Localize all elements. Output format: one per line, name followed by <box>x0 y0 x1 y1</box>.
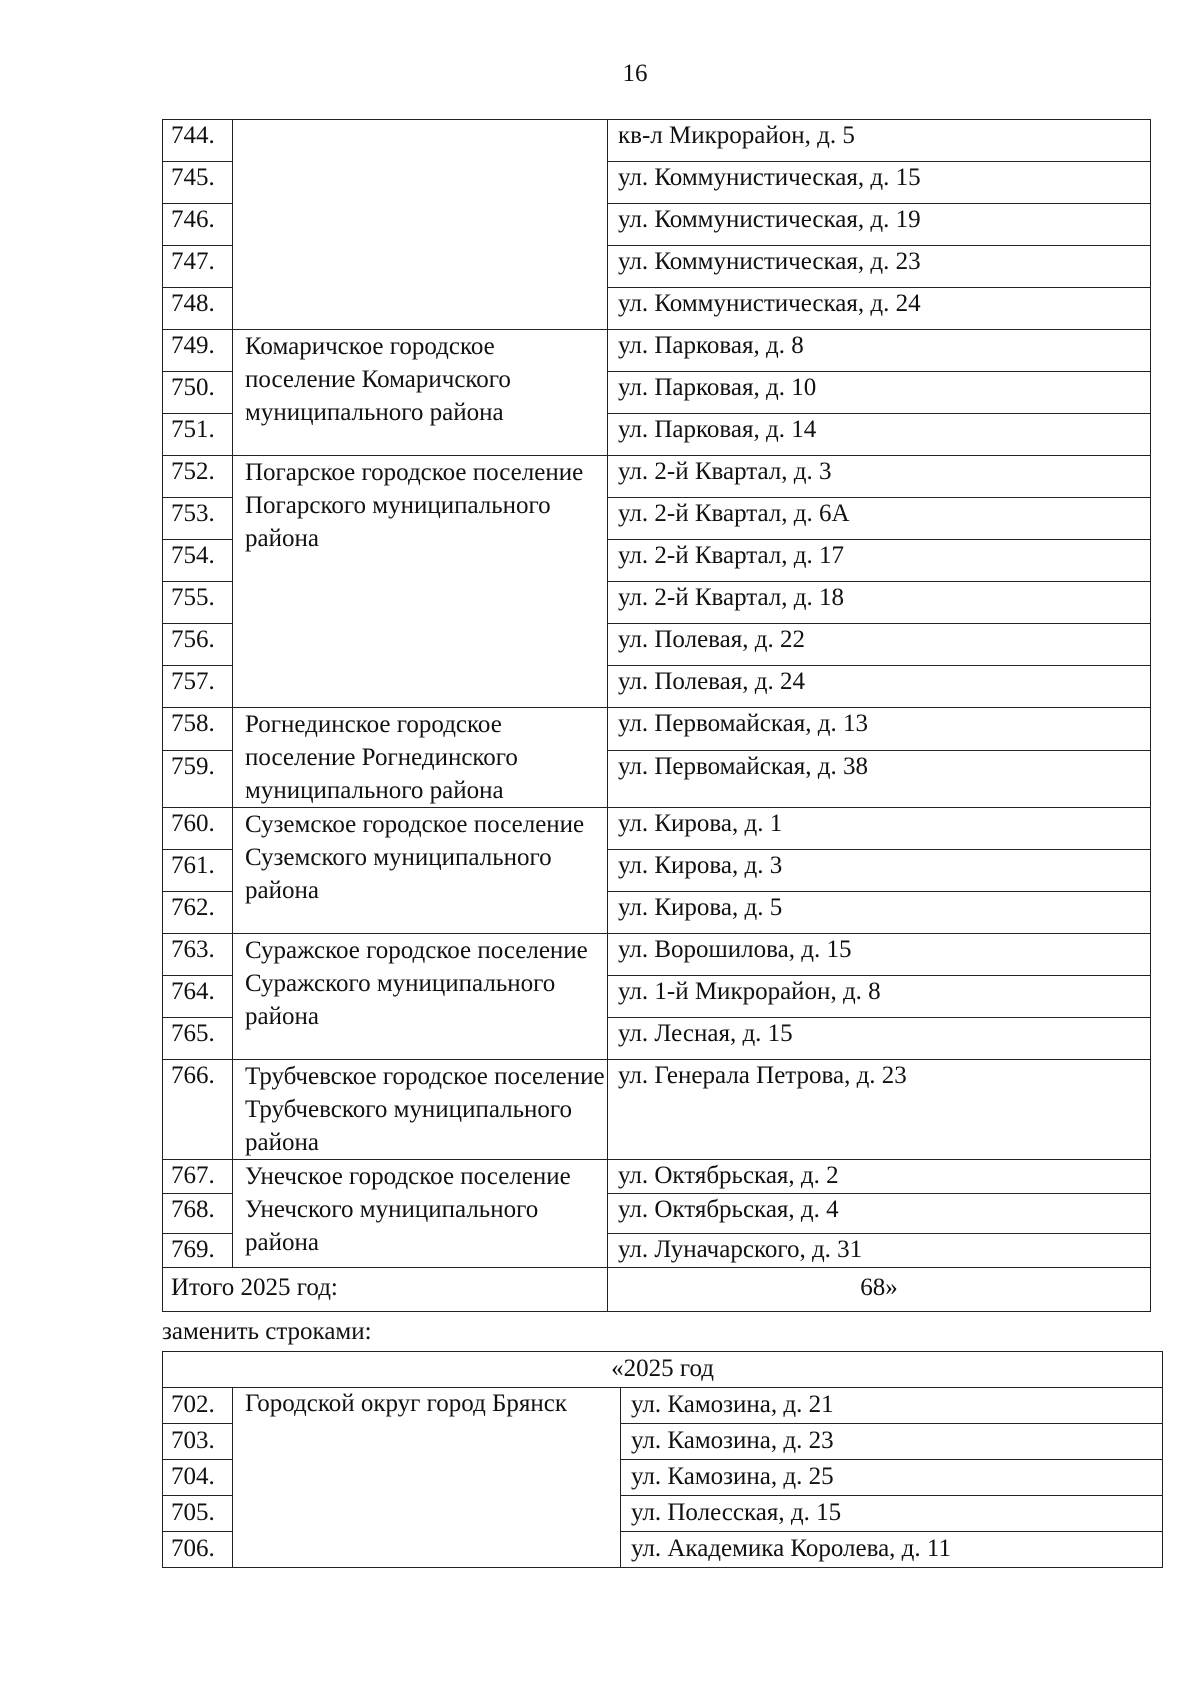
total-label: Итого 2025 год: <box>163 1268 608 1312</box>
row-number: 766. <box>163 1060 233 1160</box>
row-number: 760. <box>163 808 233 850</box>
row-number: 756. <box>163 624 233 666</box>
row-number: 755. <box>163 582 233 624</box>
address-cell: ул. 2-й Квартал, д. 3 <box>608 456 1151 498</box>
address-cell: ул. Октябрьская, д. 4 <box>608 1194 1151 1234</box>
year-heading: «2025 год <box>163 1352 1163 1388</box>
row-number: 769. <box>163 1234 233 1268</box>
address-cell: ул. Коммунистическая, д. 15 <box>608 162 1151 204</box>
row-number: 762. <box>163 892 233 934</box>
table-row <box>163 120 1151 162</box>
address-cell: ул. Генерала Петрова, д. 23 <box>608 1060 1151 1160</box>
row-number: 753. <box>163 498 233 540</box>
address-cell: ул. Лесная, д. 15 <box>608 1018 1151 1060</box>
address-cell: ул. Ворошилова, д. 15 <box>608 934 1151 976</box>
address-cell: ул. Камозина, д. 21 <box>621 1388 1163 1424</box>
row-number: 746. <box>163 204 233 246</box>
address-cell: ул. Коммунистическая, д. 24 <box>608 288 1151 330</box>
address-cell: ул. Камозина, д. 25 <box>621 1460 1163 1496</box>
address-cell: ул. Кирова, д. 1 <box>608 808 1151 850</box>
address-cell: ул. Парковая, д. 10 <box>608 372 1151 414</box>
address-cell: ул. 2-й Квартал, д. 6А <box>608 498 1151 540</box>
row-number: 749. <box>163 330 233 372</box>
settlement-cell <box>233 120 608 330</box>
table-row <box>163 708 1151 751</box>
row-number: 761. <box>163 850 233 892</box>
row-number: 706. <box>163 1532 233 1568</box>
row-number: 705. <box>163 1496 233 1532</box>
address-cell: ул. Парковая, д. 8 <box>608 330 1151 372</box>
settlement-cell: Рогнединское городское поселение Рогнединского муниципального района <box>233 708 608 808</box>
table-row <box>163 808 1151 850</box>
row-number: 745. <box>163 162 233 204</box>
replacement-table <box>162 1351 1163 1568</box>
row-number: 752. <box>163 456 233 498</box>
settlement-cell: Комаричское городское поселение Комаричского муниципального района <box>233 330 608 456</box>
address-cell: ул. Кирова, д. 5 <box>608 892 1151 934</box>
address-cell: ул. Полевая, д. 24 <box>608 666 1151 708</box>
total-row <box>163 1268 1151 1312</box>
row-number: 764. <box>163 976 233 1018</box>
address-cell: ул. Кирова, д. 3 <box>608 850 1151 892</box>
address-cell: ул. Октябрьская, д. 2 <box>608 1160 1151 1194</box>
row-number: 757. <box>163 666 233 708</box>
row-number: 747. <box>163 246 233 288</box>
table-row <box>163 1388 1163 1424</box>
row-number: 763. <box>163 934 233 976</box>
row-number: 759. <box>163 750 233 807</box>
address-cell: ул. Полесская, д. 15 <box>621 1496 1163 1532</box>
address-cell: ул. Академика Королева, д. 11 <box>621 1532 1163 1568</box>
address-cell: ул. Полевая, д. 22 <box>608 624 1151 666</box>
row-number: 765. <box>163 1018 233 1060</box>
year-heading-row <box>163 1352 1163 1388</box>
address-cell: ул. 2-й Квартал, д. 18 <box>608 582 1151 624</box>
table-row <box>163 934 1151 976</box>
address-cell: ул. Коммунистическая, д. 19 <box>608 204 1151 246</box>
row-number: 751. <box>163 414 233 456</box>
row-number: 750. <box>163 372 233 414</box>
row-number: 754. <box>163 540 233 582</box>
address-cell: ул. Парковая, д. 14 <box>608 414 1151 456</box>
page-number: 16 <box>622 60 648 87</box>
address-cell: ул. Камозина, д. 23 <box>621 1424 1163 1460</box>
table-row <box>163 1060 1151 1160</box>
row-number: 768. <box>163 1194 233 1234</box>
address-cell: ул. Первомайская, д. 13 <box>608 708 1151 751</box>
row-number: 703. <box>163 1424 233 1460</box>
address-cell: ул. Первомайская, д. 38 <box>608 750 1151 807</box>
address-cell: кв-л Микрорайон, д. 5 <box>608 120 1151 162</box>
replace-instruction: заменить строками: <box>162 1318 372 1345</box>
settlement-cell: Трубчевское городское поселение Трубчевского муниципального района <box>233 1060 608 1160</box>
row-number: 758. <box>163 708 233 751</box>
row-number: 704. <box>163 1460 233 1496</box>
table-row <box>163 330 1151 372</box>
table-row <box>163 456 1151 498</box>
row-number: 702. <box>163 1388 233 1424</box>
settlement-cell: Унечское городское поселение Унечского муниципального района <box>233 1160 608 1268</box>
address-cell: ул. 2-й Квартал, д. 17 <box>608 540 1151 582</box>
row-number: 748. <box>163 288 233 330</box>
address-cell: ул. Коммунистическая, д. 23 <box>608 246 1151 288</box>
total-value: 68» <box>608 1268 1151 1312</box>
settlement-cell: Городской округ город Брянск <box>233 1388 621 1568</box>
address-cell: ул. Луначарского, д. 31 <box>608 1234 1151 1268</box>
address-cell: ул. 1-й Микрорайон, д. 8 <box>608 976 1151 1018</box>
settlement-cell: Суземское городское поселение Суземского муниципального района <box>233 808 608 934</box>
addresses-table <box>162 119 1151 1312</box>
row-number: 744. <box>163 120 233 162</box>
table-row <box>163 1160 1151 1194</box>
settlement-cell: Погарское городское поселение Погарского муниципального района <box>233 456 608 708</box>
settlement-cell: Суражское городское поселение Суражского муниципального района <box>233 934 608 1060</box>
row-number: 767. <box>163 1160 233 1194</box>
